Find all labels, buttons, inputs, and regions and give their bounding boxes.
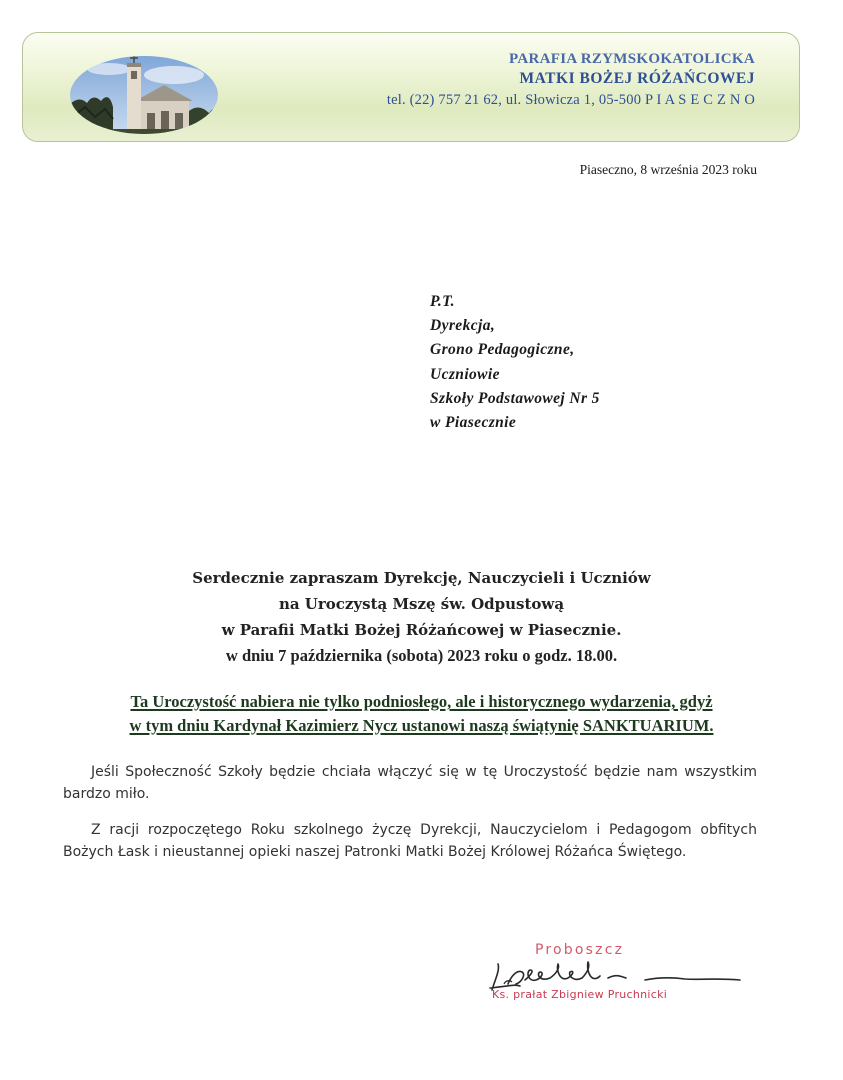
letterhead-text: [387, 49, 755, 111]
church-photo-icon: [69, 55, 219, 135]
announcement-line: w tym dniu Kardynał Kazimierz Nycz ustanowi naszą świątynię SANKTUARIUM.: [129, 716, 714, 735]
parish-type: PARAFIA RZYMSKOKATOLICKA: [509, 51, 755, 67]
signature-stamp: [470, 940, 770, 1010]
addressee-line: P.T.: [430, 293, 455, 310]
body-paragraph: Z racji rozpoczętego Roku szkolnego życzę Dyrekcji, Nauczycielom i Pedagogom obfitych Bożych Łask i nieustannej opieki naszej Patronki Matki Bożej Królowej Różańca Świętego.: [63, 822, 757, 860]
addressee-line: Uczniowie: [430, 365, 500, 383]
invitation-line: na Uroczystą Mszę św. Odpustową: [278, 595, 565, 613]
letterhead: [22, 32, 800, 142]
sanctuary-announcement: [0, 690, 843, 738]
parish-name: MATKI BOŻEJ RÓŻAŃCOWEJ: [519, 70, 755, 87]
letter-date: Piaseczno, 8 września 2023 roku: [579, 162, 757, 177]
invitation-date-line: w dniu 7 października (sobota) 2023 roku o godz. 18.00.: [225, 646, 618, 665]
addressee-line: w Piasecznie: [430, 414, 517, 432]
parish-contact: tel. (22) 757 21 62, ul. Słowicza 1, 05-500 P I A S E C Z N O: [386, 92, 755, 108]
invitation-line: w Parafii Matki Bożej Różańcowej w Piasecznie.: [221, 621, 622, 639]
invitation-line: Serdecznie zapraszam Dyrekcję, Nauczycieli i Uczniów: [192, 569, 651, 587]
announcement-line: Ta Uroczystość nabiera nie tylko podniosłego, ale i historycznego wydarzenia, gdyż: [130, 692, 713, 711]
invitation-block: [0, 565, 843, 669]
signature-title: Proboszcz: [535, 942, 625, 958]
body-paragraph: Jeśli Społeczność Szkoły będzie chciała włączyć się w tę Uroczystość będzie nam wszystkim bardzo miło.: [63, 764, 757, 802]
addressee-line: Dyrekcja,: [430, 317, 496, 335]
addressee-block: [430, 290, 600, 435]
addressee-line: Szkoły Podstawowej Nr 5: [430, 389, 600, 407]
addressee-line: Grono Pedagogiczne,: [430, 341, 575, 359]
signature-name: Ks. prałat Zbigniew Pruchnicki: [492, 988, 668, 1001]
